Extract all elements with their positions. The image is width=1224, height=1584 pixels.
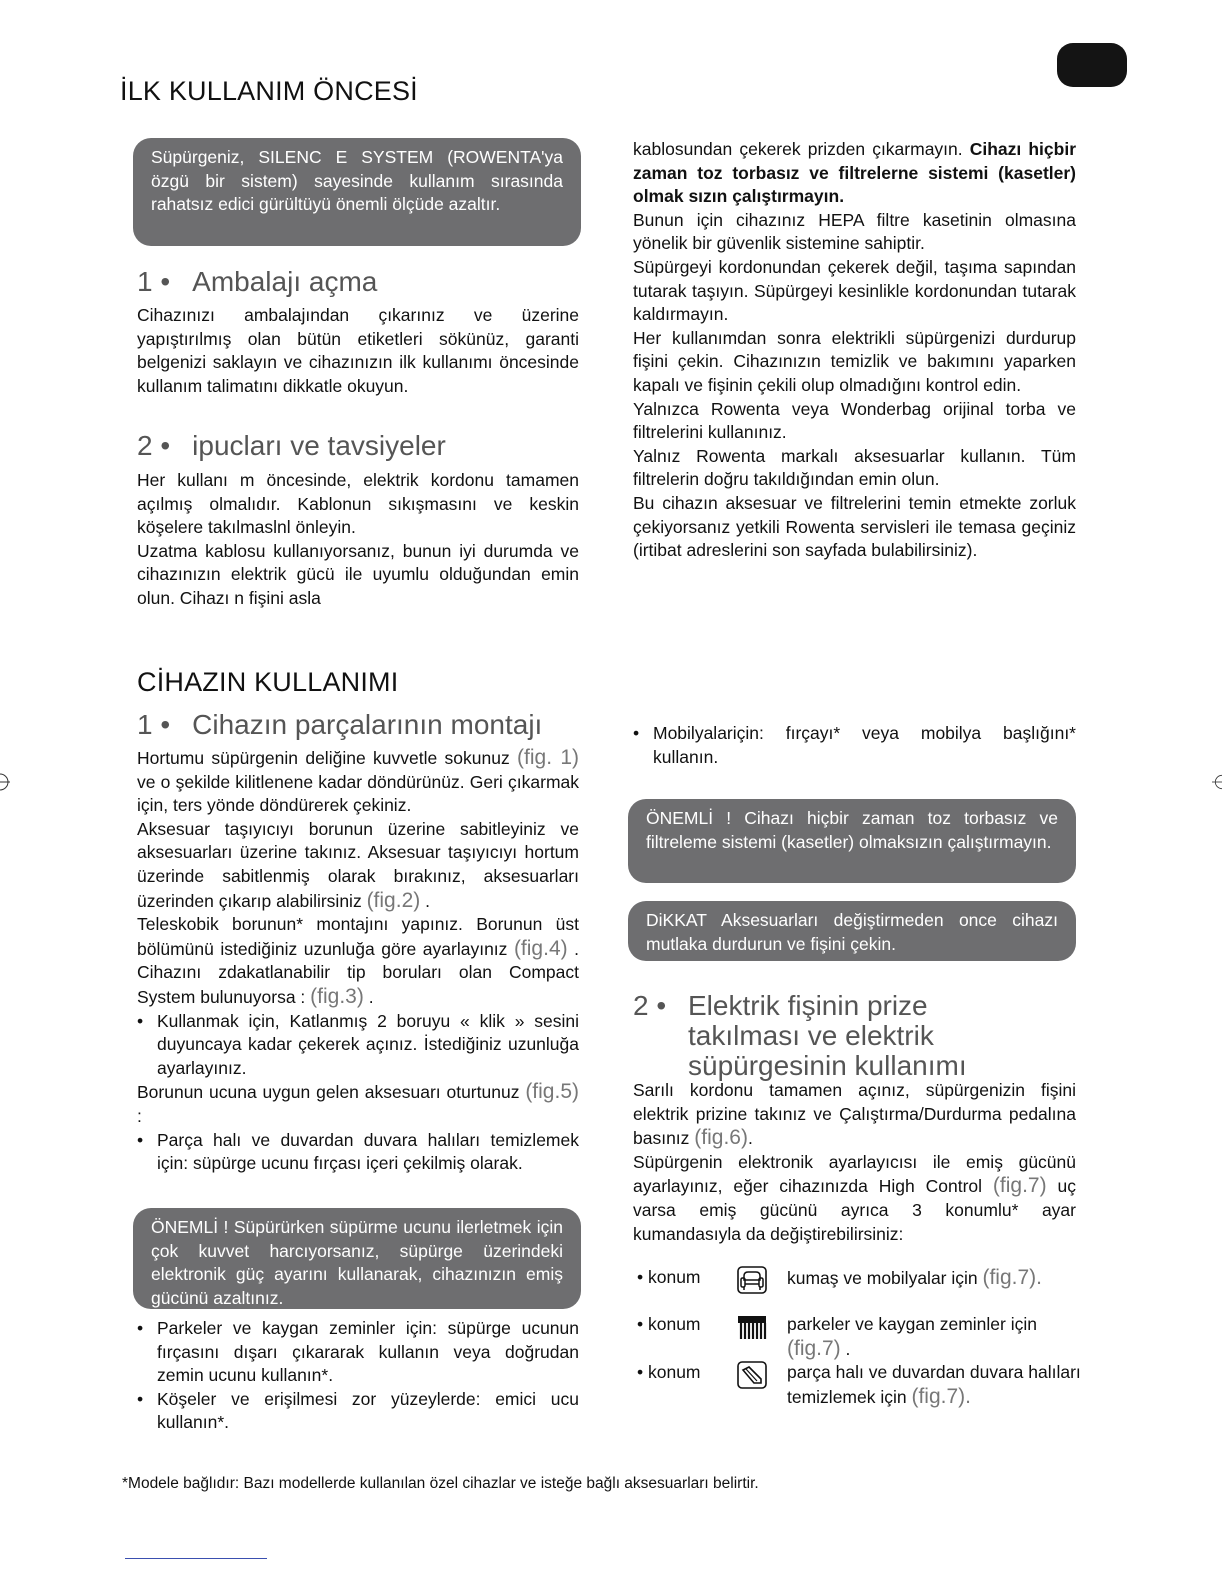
plug-instructions	[633, 1079, 1076, 1246]
section-number: 2 •	[633, 990, 667, 1021]
figure-reference: (fig.3)	[310, 984, 364, 1008]
bullet-corners: • Köşeler ve erişilmesi zor yüzeylerde: emici ucu kullanın*.	[137, 1388, 579, 1435]
bullet-list	[137, 1010, 579, 1081]
assembly-text: Teleskobik borunun* montajını yapınız. Borunun üst bölümünü istediğiniz uzunluğa göre ayarlayınız	[137, 914, 579, 959]
section-heading-line-3: süpürgesinin kullanımı	[688, 1050, 967, 1081]
section-heading-line-1: Elektrik fişinin prize	[688, 990, 928, 1021]
bullet-parquet: • Parkeler ve kaygan zeminler için: süpürge ucunun fırçasını dışarı çıkararak kullanın veya doğrudan zemin ucunu kullanın*.	[137, 1317, 579, 1388]
furniture-bullet	[633, 722, 1076, 769]
floor-bullets	[137, 1317, 579, 1435]
figure-reference: (fig.5)	[525, 1080, 579, 1104]
section-number: 2 •	[137, 430, 171, 461]
important-notice-box: ÖNEMLİ ! Süpürürken süpürme ucunu ilerletmek için çok kuvvet harcıyorsanız, süpürge üzerindeki elektronik güç ayarını kullanarak, cihazınızın emiş gücünü azaltınız.	[133, 1208, 581, 1309]
tips-paragraph-carry: Süpürgeyi kordonundan çekerek değil, taşıma sapından tutarak taşıyın. Süpürgeyi kesinlikle kordonundan tutarak kaldırmayın.	[633, 256, 1076, 325]
mode-text: parça halı ve duvardan duvara halıları temizlemek için	[787, 1362, 1081, 1407]
section-title-usage: CİHAZIN KULLANIMI	[137, 667, 399, 697]
section-heading-text: Ambalajı açma	[192, 266, 378, 297]
assembly-text: Aksesuar taşıyıcıyı borunun üzerine sabitleyiniz ve aksesuarları üzerine takınız. Aksesuar taşıyıcıyı hortum üzerinde sabitlenmiş olarak bırakınız, aksesuarları üzerinden çıkarıp alabilirsiniz	[137, 818, 579, 911]
mode-description	[787, 1313, 1087, 1361]
assembly-paragraph-carrier	[137, 818, 579, 913]
bullet-list	[137, 1129, 579, 1176]
armchair-icon	[737, 1266, 767, 1294]
footnote: *Modele bağlıdır: Bazı modellerde kullanılan özel cihazlar ve isteğe bağlı aksesuarları belirtir.	[122, 1475, 759, 1492]
tips-paragraph-accessories: Yalnız Rowenta markalı aksesuarlar kullanın. Tüm filtrelerin doğru takıldığından emin olun.	[633, 445, 1076, 490]
bullet-list	[137, 1317, 579, 1435]
intro-notice-box: Süpürgeniz, SILENC E SYSTEM (ROWENTA'ya özgü bir sistem) sayesinde kullanım sırasında rahatsız edici gürültüyü önemli ölçüde azaltır.	[133, 138, 581, 246]
plug-paragraph-2	[633, 1151, 1076, 1246]
plug-text: uç varsa emiş gücünü ayrıca 3 konumlu* ayar kumandasıyla da değiştirebilirsiniz:	[633, 1176, 1076, 1244]
section-number: 1 •	[137, 709, 171, 740]
section-number: 1 •	[137, 266, 171, 297]
unpacking-paragraph: Cihazınızı ambalajından çıkarınız ve üzerine yapıştırılmış olan bütün etiketleri sökünüz, garanti belgenizi saklayın ve cihazınızın ilk kullanımı öncesinde kullanım talimatını dikkatle okuyun.	[137, 305, 579, 396]
section-heading-text: ipucları ve tavsiyeler	[192, 430, 446, 461]
mode-label: • konum	[637, 1267, 701, 1287]
mode-end: .	[840, 1338, 851, 1359]
carpet-nozzle-icon	[737, 1361, 767, 1389]
assembly-text: .	[420, 890, 430, 911]
tips-paragraph-hepa: Bunun için cihazınız HEPA filtre kasetinin olmasına yönelik bir güvenlik sistemine sahiptir.	[633, 209, 1076, 254]
plug-text: Süpürgenin elektronik ayarlayıcısı ile emiş gücünü ayarlayınız, eğer cihazınızda High Control	[633, 1151, 1076, 1197]
figure-reference: (fig.4)	[513, 936, 568, 960]
tips-text: kablosundan çekerek prizden çıkarmayın.	[633, 139, 970, 159]
language-tab	[1057, 43, 1127, 87]
plug-text: .	[747, 1128, 753, 1149]
figure-reference: (fig.7)	[787, 1336, 841, 1360]
section-heading-text: Cihazın parçalarının montajı	[192, 709, 543, 740]
section-heading-unpacking	[137, 266, 377, 298]
assembly-text: .	[363, 986, 374, 1007]
plug-paragraph-1	[633, 1079, 1076, 1151]
section-heading-tips	[137, 430, 446, 462]
mode-end: .	[965, 1384, 972, 1408]
figure-reference: (fig.2)	[366, 888, 421, 912]
figure-reference: (fig.7)	[992, 1174, 1047, 1198]
important-notice-box-2: ÖNEMLİ ! Cihazı hiçbir zaman toz torbasız ve filtreleme sistemi (kasetler) olmaksızın çalıştırmayın.	[628, 799, 1076, 883]
figure-reference: (fig.6)	[694, 1126, 748, 1150]
tips-paragraph-service: Bu cihazın aksesuar ve filtrelerini temin etmekte zorluk çekiyorsanız yetkili Rowenta servisleri ile temasa geçiniz (irtibat adreslerini son sayfada bulabilirsiniz).	[633, 492, 1076, 561]
assembly-text: . Cihazını zdakatlanabilir tip boruları olan Compact System bulunuyorsa :	[137, 938, 579, 1007]
assembly-paragraph-hose	[137, 746, 579, 818]
mode-text: kumaş ve mobilyalar için	[787, 1268, 983, 1288]
section-heading-line-2: takılması ve elektrik	[688, 1020, 934, 1051]
assembly-text: Hortumu süpürgenin deliğine kuvvetle sokunuz	[137, 748, 518, 768]
figure-reference: (fig. 1)	[517, 746, 580, 769]
crop-mark-left	[0, 772, 10, 792]
assembly-instructions	[137, 746, 579, 1176]
section-heading-plug	[633, 991, 967, 1081]
tips-paragraph-unplug: Her kullanımdan sonra elektrikli süpürgenizi durdurup fişini çekin. Cihazınızın temizlik ve bakımını yaparken kapalı ve fişinin çekili olup olmadığını kontrol edin.	[633, 327, 1076, 395]
tips-paragraph-2: Uzatma kablosu kullanıyorsanız, bunun iyi durumda ve cihazınızın elektrik gücü ile uyumlu olduğundan emin olun. Cihazı n fişini asla	[137, 540, 579, 608]
plug-text: Sarılı kordonu tamamen açınız, süpürgenizin fişini elektrik prizine takınız ve Çalıştırma/Durdurma pedalına basınız	[633, 1080, 1076, 1149]
bullet-fold-tube: • Kullanmak için, Katlanmış 2 boruyu « klik » sesini duyuncaya kadar çekerek açınız. İstediğiniz uzunluğa ayarlayınız.	[137, 1010, 579, 1081]
mode-description	[787, 1361, 1087, 1409]
tips-paragraph-cont	[633, 138, 1076, 209]
assembly-paragraph-accessory	[137, 1080, 579, 1128]
mode-text: parkeler ve kaygan zeminler için	[787, 1314, 1037, 1334]
assembly-paragraph-telescopic	[137, 913, 579, 1009]
tips-paragraphs	[137, 469, 579, 611]
mode-description	[787, 1266, 1087, 1291]
figure-reference: (fig.7)	[982, 1266, 1037, 1289]
tips-paragraph-bags: Yalnızca Rowenta veya Wonderbag orijinal torba ve filtrelerini kullanınız.	[633, 398, 1076, 443]
mode-label: • konum	[637, 1314, 701, 1334]
brush-icon	[737, 1313, 767, 1341]
assembly-text: ve o şekilde kilitlenene kadar döndürünüz. Geri çıkarmak için, ters yönde döndürerek çekiniz.	[137, 771, 579, 816]
bullet-furniture: • Mobilyalariçin: fırçayı* veya mobilya başlığını* kullanın.	[633, 722, 1076, 769]
section-heading-assembly	[137, 709, 542, 741]
right-column-tips	[633, 138, 1076, 563]
caution-notice-box: DiKKAT Aksesuarları değiştirmeden once cihazı mutlaka durdurun ve fişini çekin.	[628, 901, 1076, 961]
bottom-rule	[125, 1558, 267, 1559]
bullet-carpet: • Parça halı ve duvardan duvara halıları temizlemek için: süpürge ucunu fırçası içeri çekilmiş olarak.	[137, 1129, 579, 1176]
mode-label: • konum	[637, 1362, 701, 1382]
bullet-list	[633, 722, 1076, 769]
page-title: İLK KULLANIM ÖNCESİ	[120, 76, 418, 106]
mode-end: .	[1036, 1266, 1043, 1289]
tips-paragraph-1: Her kullanı m öncesinde, elektrik kordonu tamamen açılmış olmalıdır. Kablonun sıkışmasını ve keskin köşelere takılmaslnl önleyin.	[137, 470, 579, 538]
crop-mark-right	[1212, 772, 1222, 792]
tips-warning-bold: Cihazı hiçbir zaman toz torbasız ve filtrelerne sistemi (kasetler) olmak sızın çalıştırmayın.	[633, 139, 1077, 207]
figure-reference: (fig.7)	[911, 1384, 966, 1408]
assembly-text: Borunun ucuna uygun gelen aksesuarı oturtunuz	[137, 1082, 526, 1103]
assembly-text: :	[137, 1105, 142, 1126]
